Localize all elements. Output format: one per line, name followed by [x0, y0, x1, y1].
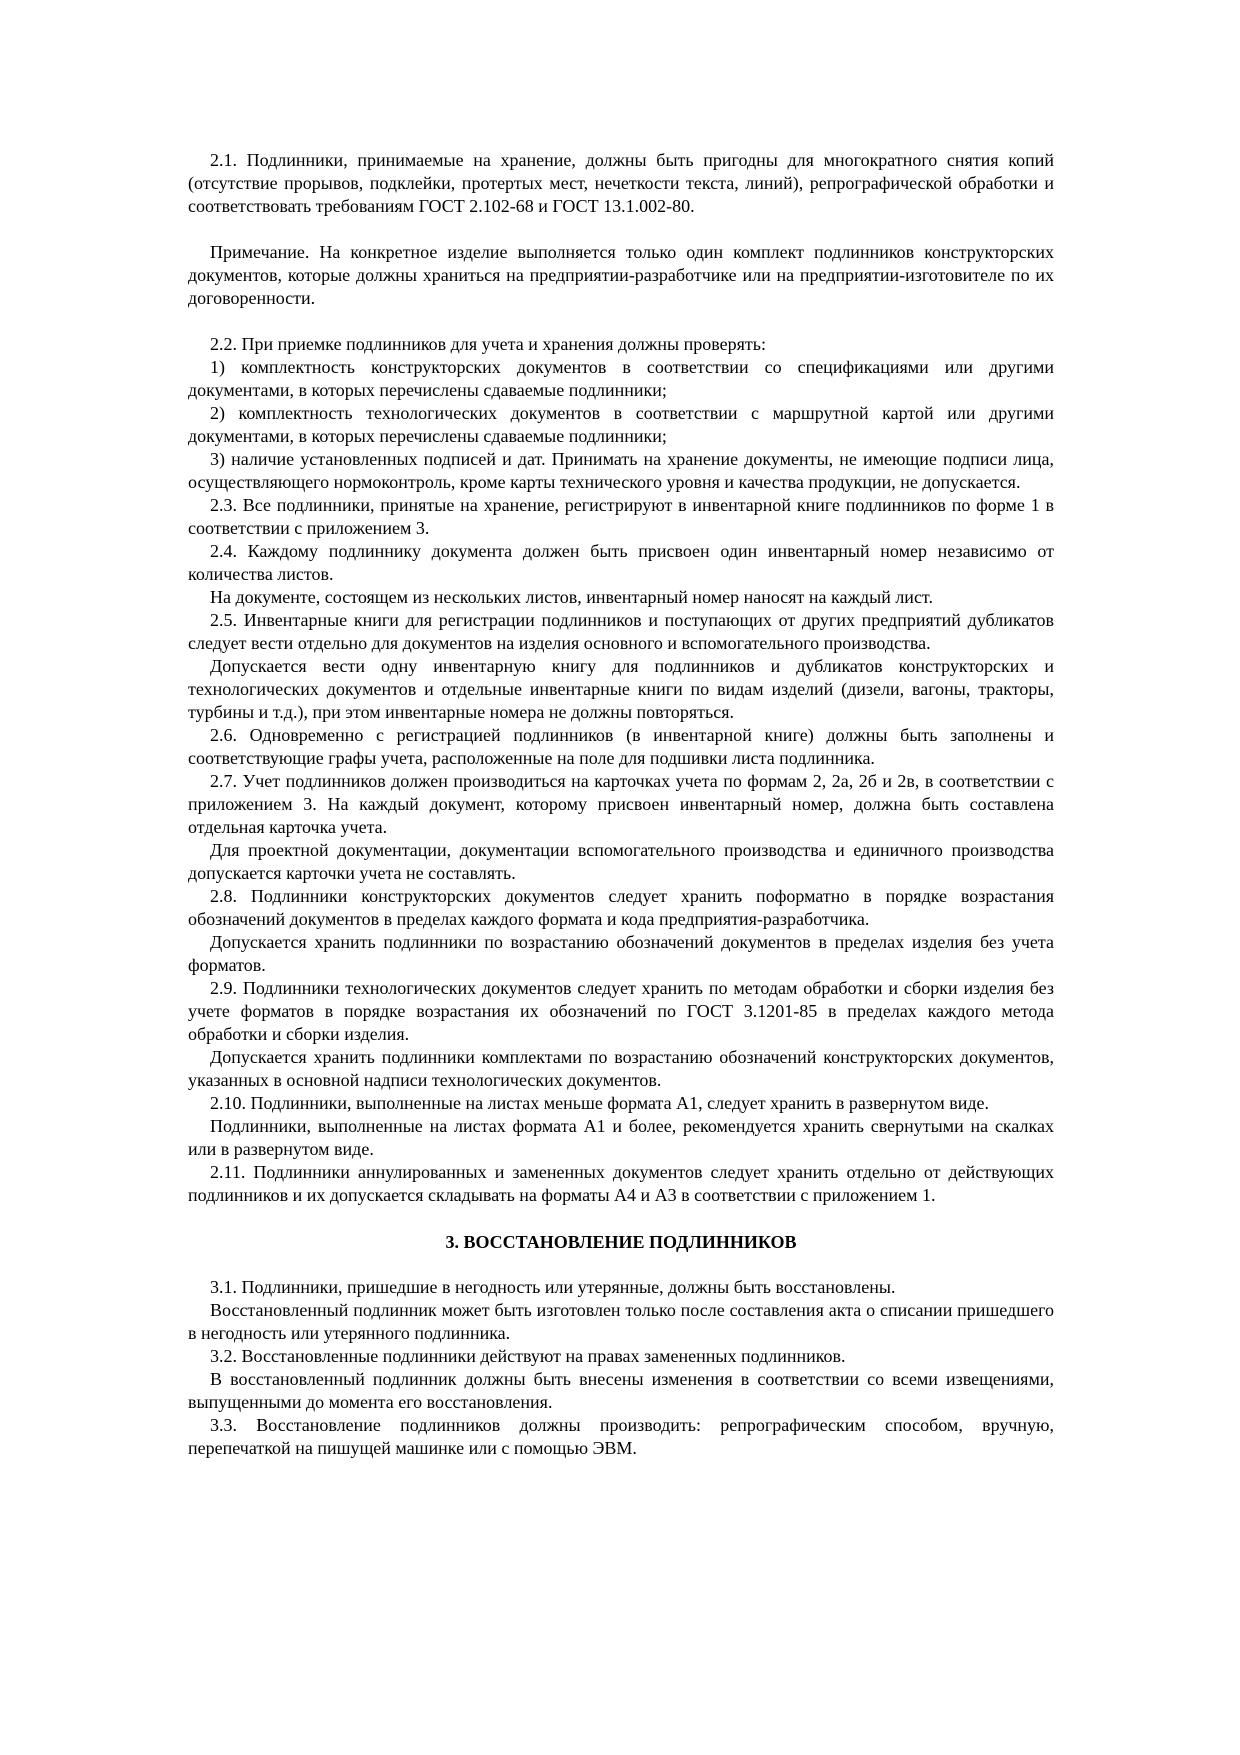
list-item-2-2-3: 3) наличие установленных подписей и дат. Принимать на хранение документы, не имеющие подписи лица, осуществляющего нормоконтроль, кроме карты технического уровня и качества продукции, не допускается.	[188, 449, 1054, 492]
paragraph-2-7: 2.7. Учет подлинников должен производиться на карточках учета по формам 2, 2а, 2б и 2в, в соответствии с приложением 3. На каждый документ, которому присвоен инвентарный номер, должна быть составлена отдельная карточка учета.	[188, 771, 1054, 837]
paragraph-3-1-note: Восстановленный подлинник может быть изготовлен только после составления акта о списании пришедшего в негодность или утерянного подлинника.	[188, 1300, 1054, 1343]
paragraph-2-7-note: Для проектной документации, документации вспомогательного производства и единичного производства допускается карточки учета не составлять.	[188, 840, 1054, 883]
paragraph-2-9-note: Допускается хранить подлинники комплектами по возрастанию обозначений конструкторских документов, указанных в основной надписи технологических документов.	[188, 1047, 1054, 1090]
paragraph-2-10: 2.10. Подлинники, выполненные на листах меньше формата А1, следует хранить в развернутом виде.	[210, 1093, 990, 1113]
paragraph-2-2: 2.2. При приемке подлинников для учета и хранения должны проверять:	[210, 334, 766, 354]
paragraph-2-3: 2.3. Все подлинники, принятые на хранение, регистрируют в инвентарной книге подлинников по форме 1 в соответствии с приложением 3.	[188, 495, 1054, 538]
document-page	[188, 149, 1054, 1460]
paragraph-2-1: 2.1. Подлинники, принимаемые на хранение, должны быть пригодны для многократного снятия копий (отсутствие прорывов, подклейки, протертых мест, нечеткости текста, линий), репрографической обработки и соответствовать требованиям ГОСТ 2.102-68 и ГОСТ 13.1.002-80.	[188, 150, 1054, 216]
paragraph-3-3: 3.3. Восстановление подлинников должны производить: репрографическим способом, вручную, перепечаткой на пишущей машинке или с помощью ЭВМ.	[188, 1415, 1054, 1458]
list-item-2-2-2: 2) комплектность технологических документов в соответствии с маршрутной картой или другими документами, в которых перечислены сдаваемые подлинники;	[188, 403, 1054, 446]
paragraph-2-4: 2.4. Каждому подлиннику документа должен быть присвоен один инвентарный номер независимо от количества листов.	[188, 541, 1054, 584]
paragraph-3-2: 3.2. Восстановленные подлинники действуют на правах замененных подлинников.	[210, 1346, 846, 1366]
paragraph-2-5: 2.5. Инвентарные книги для регистрации подлинников и поступающих от других предприятий дубликатов следует вести отдельно для документов на изделия основного и вспомогательного производства.	[188, 610, 1054, 653]
paragraph-2-8-note: Допускается хранить подлинники по возрастанию обозначений документов в пределах изделия без учета форматов.	[188, 932, 1054, 975]
list-item-2-2-1: 1) комплектность конструкторских документов в соответствии со спецификациями или другими документами, в которых перечислены сдаваемые подлинники;	[188, 357, 1054, 400]
paragraph-2-11: 2.11. Подлинники аннулированных и замененных документов следует хранить отдельно от действующих подлинников и их допускается складывать на форматы А4 и А3 в соответствии с приложением 1.	[188, 1162, 1054, 1205]
paragraph-2-9: 2.9. Подлинники технологических документов следует хранить по методам обработки и сборки изделия без учете форматов в порядке возрастания их обозначений по ГОСТ 3.1201-85 в пределах каждого метода обработки и сборки изделия.	[188, 978, 1054, 1044]
note-paragraph: Примечание. На конкретное изделие выполняется только один комплект подлинников конструкторских документов, которые должны храниться на предприятии-разработчике или на предприятии-изготовителе по их договоренности.	[188, 242, 1054, 308]
paragraph-3-1: 3.1. Подлинники, пришедшие в негодность или утерянные, должны быть восстановлены.	[210, 1277, 896, 1297]
paragraph-2-8: 2.8. Подлинники конструкторских документов следует хранить поформатно в порядке возрастания обозначений документов в пределах каждого формата и кода предприятия-разработчика.	[188, 886, 1054, 929]
paragraph-3-2-note: В восстановленный подлинник должны быть внесены изменения в соответствии со всеми извещениями, выпущенными до момента его восстановления.	[188, 1369, 1054, 1412]
paragraph-2-10-note: Подлинники, выполненные на листах формата А1 и более, рекомендуется хранить свернутыми на скалках или в развернутом виде.	[188, 1116, 1054, 1159]
paragraph-2-6: 2.6. Одновременно с регистрацией подлинников (в инвентарной книге) должны быть заполнены и соответствующие графы учета, расположенные на поле для подшивки листа подлинника.	[188, 725, 1054, 768]
paragraph-2-4-note: На документе, состоящем из нескольких листов, инвентарный номер наносят на каждый лист.	[210, 587, 933, 607]
paragraph-2-5-note: Допускается вести одну инвентарную книгу для подлинников и дубликатов конструкторских и технологических документов и отдельные инвентарные книги по видам изделий (дизели, вагоны, тракторы, турбины и т.д.), при этом инвентарные номера не должны повторяться.	[188, 656, 1054, 722]
section-3-heading: 3. ВОССТАНОВЛЕНИЕ ПОДЛИННИКОВ	[445, 1232, 797, 1252]
